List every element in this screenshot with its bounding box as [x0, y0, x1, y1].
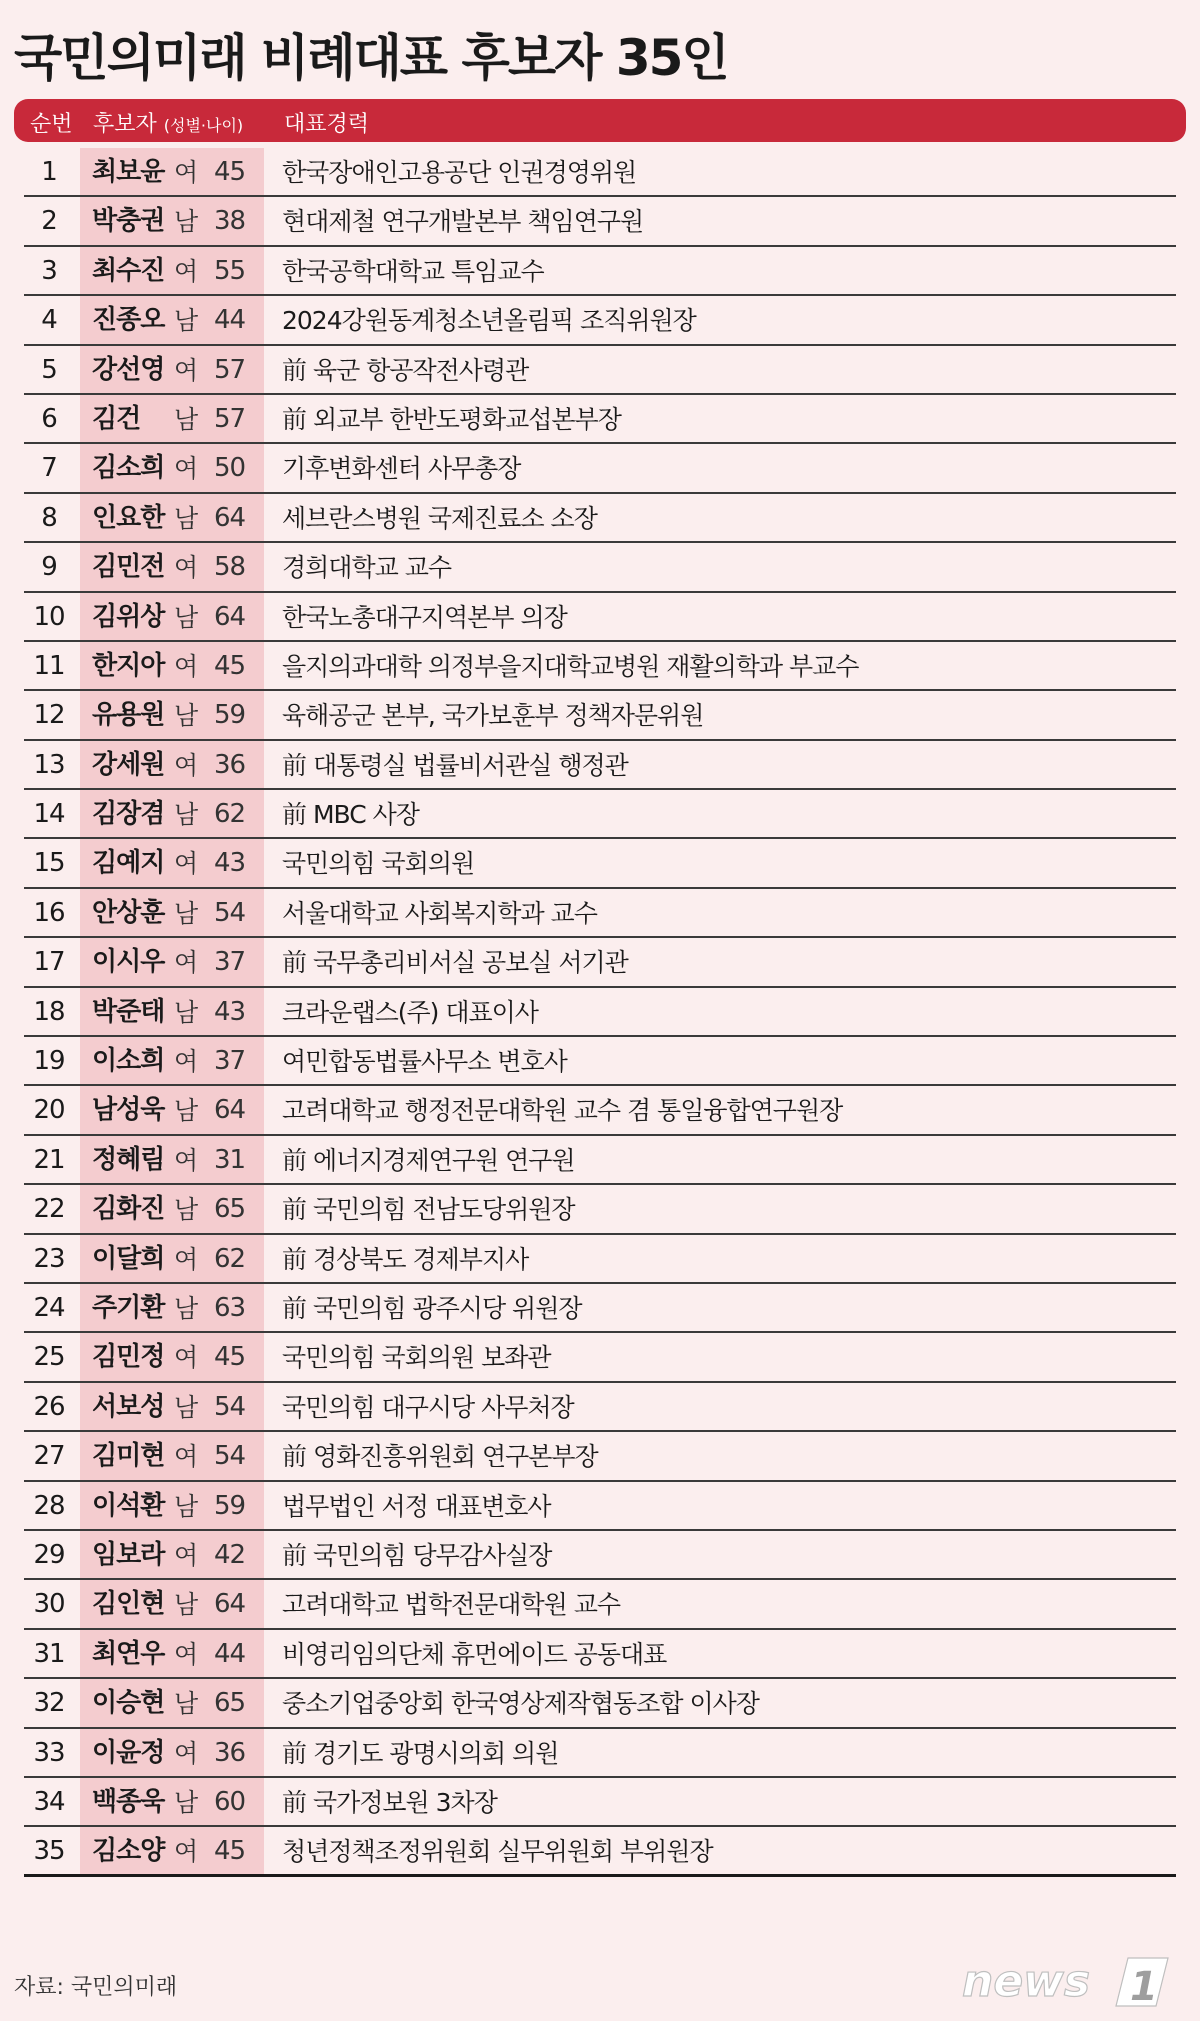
candidate-gender: 남	[174, 1293, 199, 1323]
candidate-age: 44	[214, 305, 246, 336]
candidate-name: 서보성	[92, 1391, 165, 1422]
candidate-name: 김소희	[92, 453, 165, 484]
table-row	[24, 1432, 1176, 1481]
candidate-career: 前 대통령실 법률비서관실 행정관	[282, 750, 628, 780]
candidate-number: 27	[33, 1441, 65, 1472]
candidate-gender: 여	[174, 849, 199, 879]
candidate-gender: 여	[174, 1540, 199, 1570]
candidate-name: 주기환	[92, 1292, 165, 1323]
table-row	[24, 1136, 1176, 1185]
candidate-career: 경희대학교 교수	[282, 553, 451, 583]
candidate-career: 세브란스병원 국제진료소 소장	[282, 503, 597, 533]
candidate-career: 前 국가정보원 3차장	[282, 1787, 497, 1817]
table-row	[24, 296, 1176, 345]
candidate-name: 박충권	[92, 206, 165, 237]
candidate-career: 청년정책조정위원회 실무위원회 부위원장	[282, 1837, 713, 1867]
table-row	[24, 1333, 1176, 1382]
candidate-number: 30	[33, 1589, 65, 1620]
header-name-sub: (성별·나이)	[163, 116, 244, 135]
candidate-career: 前 외교부 한반도평화교섭본부장	[282, 404, 621, 434]
candidate-gender: 남	[174, 207, 199, 237]
logo-digit: 1	[1130, 1964, 1158, 2010]
candidate-number: 16	[33, 897, 65, 928]
candidate-gender: 여	[174, 651, 199, 681]
candidate-gender: 여	[174, 1639, 199, 1669]
candidate-career: 서울대학교 사회복지학과 교수	[282, 898, 597, 928]
candidate-gender: 여	[174, 750, 199, 780]
table-row	[24, 1679, 1176, 1728]
table-row	[24, 1383, 1176, 1432]
table-row	[24, 1284, 1176, 1333]
candidate-name: 최연우	[92, 1638, 165, 1669]
candidate-name: 박준태	[92, 996, 165, 1027]
candidate-gender: 여	[174, 454, 199, 484]
candidate-gender: 여	[174, 355, 199, 385]
candidate-number: 5	[41, 354, 57, 385]
candidate-number: 31	[33, 1638, 65, 1669]
table-row	[24, 1037, 1176, 1086]
candidate-age: 62	[214, 799, 246, 830]
candidate-name: 김소양	[92, 1836, 165, 1867]
candidate-career: 한국공학대학교 특임교수	[282, 256, 544, 286]
candidate-career: 前 영화진흥위원회 연구본부장	[282, 1442, 598, 1472]
candidate-name: 인요한	[92, 502, 165, 533]
candidate-gender: 남	[174, 1491, 199, 1521]
candidate-career: 을지의과대학 의정부을지대학교병원 재활의학과 부교수	[282, 651, 859, 681]
candidate-number: 25	[33, 1342, 65, 1373]
table-row	[24, 494, 1176, 543]
candidate-age: 54	[214, 897, 246, 928]
candidate-gender: 남	[174, 1689, 199, 1719]
table-row	[24, 197, 1176, 246]
table-row	[24, 1482, 1176, 1531]
candidate-name: 이소희	[92, 1046, 165, 1077]
table-header	[14, 99, 1186, 142]
candidate-age: 65	[214, 1194, 246, 1225]
candidate-age: 54	[214, 1441, 246, 1472]
table-row	[24, 148, 1176, 197]
candidate-age: 36	[214, 749, 246, 780]
candidate-career: 前 경상북도 경제부지사	[282, 1244, 529, 1274]
candidate-age: 60	[214, 1786, 246, 1817]
candidate-number: 28	[33, 1490, 65, 1521]
candidate-name: 이윤정	[92, 1737, 165, 1768]
candidate-age: 43	[214, 848, 246, 879]
candidate-age: 43	[214, 996, 246, 1027]
candidate-gender: 남	[174, 404, 199, 434]
candidate-gender: 남	[174, 997, 199, 1027]
candidate-name: 정혜림	[92, 1144, 165, 1175]
table-row	[24, 889, 1176, 938]
candidate-career: 국민의힘 국회의원 보좌관	[282, 1343, 551, 1373]
candidate-name: 최수진	[92, 255, 165, 286]
table-row	[24, 1630, 1176, 1679]
candidate-name: 이승현	[92, 1688, 165, 1719]
candidate-gender: 남	[174, 701, 199, 731]
table-row	[24, 1827, 1176, 1876]
candidate-career: 고려대학교 법학전문대학원 교수	[282, 1590, 620, 1620]
candidate-age: 54	[214, 1391, 246, 1422]
table-row	[24, 1729, 1176, 1778]
table-row	[24, 1235, 1176, 1284]
candidate-career: 前 경기도 광명시의회 의원	[282, 1738, 559, 1768]
candidate-age: 64	[214, 502, 246, 533]
candidate-age: 45	[214, 1342, 246, 1373]
candidate-number: 20	[33, 1095, 65, 1126]
candidate-number: 8	[41, 502, 57, 533]
candidate-number: 2	[41, 206, 57, 237]
candidate-career: 법무법인 서정 대표변호사	[282, 1491, 551, 1521]
candidate-gender: 여	[174, 1145, 199, 1175]
table-row	[24, 543, 1176, 592]
candidate-name: 김인현	[92, 1589, 165, 1620]
candidate-number: 12	[33, 700, 65, 731]
candidate-name: 백종욱	[92, 1786, 165, 1817]
candidate-age: 36	[214, 1737, 246, 1768]
candidate-name: 한지아	[92, 650, 165, 681]
candidate-career: 한국노총대구지역본부 의장	[282, 602, 567, 632]
page-title: 국민의미래 비례대표 후보자 35인	[14, 29, 728, 87]
candidate-name: 김미현	[92, 1441, 165, 1472]
candidate-name: 안상훈	[92, 897, 165, 928]
candidate-age: 63	[214, 1292, 246, 1323]
candidate-age: 45	[214, 1836, 246, 1867]
header-name-label: 후보자	[93, 112, 157, 137]
candidate-name: 김민전	[92, 552, 165, 583]
table-row	[24, 1531, 1176, 1580]
candidate-number: 10	[33, 601, 65, 632]
candidate-number: 21	[33, 1144, 65, 1175]
table-row	[24, 1778, 1176, 1827]
candidate-gender: 남	[174, 1590, 199, 1620]
candidate-career: 고려대학교 행정전문대학원 교수 겸 통일융합연구원장	[282, 1096, 843, 1126]
candidate-gender: 남	[174, 1096, 199, 1126]
candidate-gender: 남	[174, 602, 199, 632]
candidate-age: 59	[214, 700, 246, 731]
candidate-number: 15	[33, 848, 65, 879]
candidate-career: 前 MBC 사장	[282, 800, 419, 830]
candidate-age: 65	[214, 1688, 246, 1719]
candidate-number: 4	[41, 305, 57, 336]
candidate-career: 前 국민의힘 광주시당 위원장	[282, 1293, 582, 1323]
source-note: 자료: 국민의미래	[14, 1975, 178, 2000]
candidate-career: 前 육군 항공작전사령관	[282, 355, 529, 385]
candidate-age: 44	[214, 1638, 246, 1669]
candidate-name: 유용원	[92, 700, 165, 731]
candidate-number: 17	[33, 947, 65, 978]
header-no: 순번	[30, 112, 73, 137]
candidate-career: 여민합동법률사무소 변호사	[282, 1047, 567, 1077]
candidate-number: 24	[33, 1292, 65, 1323]
candidate-number: 11	[33, 650, 65, 681]
candidate-number: 18	[33, 996, 65, 1027]
candidate-age: 38	[214, 206, 246, 237]
candidate-name: 김건	[92, 403, 141, 434]
table-row	[24, 691, 1176, 740]
candidate-gender: 여	[174, 1244, 199, 1274]
candidate-number: 33	[33, 1737, 65, 1768]
candidate-number: 19	[33, 1046, 65, 1077]
candidate-age: 31	[214, 1144, 246, 1175]
table-row	[24, 988, 1176, 1037]
candidate-career: 前 국민의힘 당무감사실장	[282, 1540, 552, 1570]
table-row	[24, 839, 1176, 888]
candidate-age: 37	[214, 947, 246, 978]
candidate-gender: 여	[174, 256, 199, 286]
candidate-gender: 여	[174, 1442, 199, 1472]
candidate-gender: 여	[174, 1738, 199, 1768]
candidate-career: 국민의힘 국회의원	[282, 849, 475, 879]
candidate-gender: 여	[174, 1837, 199, 1867]
table-row	[24, 741, 1176, 790]
candidate-gender: 남	[174, 503, 199, 533]
candidate-age: 45	[214, 650, 246, 681]
candidate-gender: 여	[174, 1343, 199, 1373]
candidate-name: 진종오	[92, 305, 165, 336]
candidate-number: 35	[33, 1836, 65, 1867]
candidate-gender: 남	[174, 1195, 199, 1225]
candidate-age: 57	[214, 354, 246, 385]
candidate-gender: 남	[174, 800, 199, 830]
candidate-name: 최보윤	[92, 157, 165, 187]
candidate-age: 64	[214, 601, 246, 632]
candidate-career: 현대제철 연구개발본부 책임연구원	[282, 207, 644, 237]
candidate-career: 기후변화센터 사무총장	[282, 454, 521, 484]
candidate-number: 29	[33, 1539, 65, 1570]
candidate-number: 7	[41, 453, 57, 484]
candidate-number: 6	[41, 403, 57, 434]
candidate-table	[24, 148, 1176, 1877]
candidate-name: 김화진	[92, 1194, 165, 1225]
candidate-number: 3	[41, 255, 57, 286]
candidate-age: 59	[214, 1490, 246, 1521]
candidate-career: 크라운랩스(주) 대표이사	[282, 997, 538, 1027]
candidate-career: 前 에너지경제연구원 연구원	[282, 1145, 575, 1175]
candidate-career: 前 국민의힘 전남도당위원장	[282, 1195, 575, 1225]
candidate-number: 22	[33, 1194, 65, 1225]
candidate-gender: 남	[174, 898, 199, 928]
candidate-career: 비영리임의단체 휴먼에이드 공동대표	[282, 1639, 667, 1669]
candidate-career: 육해공군 본부, 국가보훈부 정책자문위원	[282, 701, 704, 731]
candidate-name: 김민정	[92, 1342, 165, 1373]
candidate-number: 32	[33, 1688, 65, 1719]
candidate-age: 64	[214, 1589, 246, 1620]
candidate-number: 1	[41, 157, 57, 187]
news1-logo-icon	[960, 1950, 1180, 2012]
table-row	[24, 1580, 1176, 1629]
candidate-age: 57	[214, 403, 246, 434]
candidate-age: 37	[214, 1046, 246, 1077]
candidate-career: 중소기업중앙회 한국영상제작협동조합 이사장	[282, 1689, 759, 1719]
candidate-name: 남성욱	[92, 1095, 165, 1126]
candidate-number: 26	[33, 1391, 65, 1422]
candidate-gender: 남	[174, 1392, 199, 1422]
candidate-gender: 여	[174, 553, 199, 583]
table-row	[24, 346, 1176, 395]
candidate-age: 58	[214, 552, 246, 583]
candidate-age: 45	[214, 157, 246, 187]
table-row	[24, 642, 1176, 691]
candidate-name: 이달희	[92, 1243, 165, 1274]
candidate-number: 23	[33, 1243, 65, 1274]
header-name	[93, 107, 243, 138]
table-row	[24, 790, 1176, 839]
candidate-gender: 남	[174, 306, 199, 336]
table-row	[24, 938, 1176, 987]
candidate-gender: 남	[174, 1787, 199, 1817]
candidate-number: 34	[33, 1786, 65, 1817]
candidate-career: 2024강원동계청소년올림픽 조직위원장	[282, 306, 696, 336]
candidate-name: 이석환	[92, 1490, 165, 1521]
candidate-age: 62	[214, 1243, 246, 1274]
candidate-name: 강세원	[92, 749, 165, 780]
candidate-name: 김위상	[92, 601, 165, 632]
logo-text: news	[962, 1956, 1091, 2007]
candidate-number: 9	[41, 552, 57, 583]
candidate-career: 한국장애인고용공단 인권경영위원	[282, 158, 637, 187]
candidate-gender: 여	[174, 158, 199, 187]
table-row	[24, 593, 1176, 642]
table-row	[24, 444, 1176, 493]
candidate-gender: 여	[174, 1047, 199, 1077]
candidate-name: 이시우	[92, 947, 165, 978]
candidate-name: 강선영	[92, 354, 165, 385]
candidate-age: 55	[214, 255, 246, 286]
candidate-gender: 여	[174, 948, 199, 978]
header-career: 대표경력	[284, 112, 370, 137]
candidate-name: 김예지	[92, 848, 165, 879]
candidate-number: 13	[33, 749, 65, 780]
table-row	[24, 395, 1176, 444]
table-row	[24, 247, 1176, 296]
candidate-age: 64	[214, 1095, 246, 1126]
candidate-name: 김장겸	[92, 799, 165, 830]
candidate-number: 14	[33, 799, 65, 830]
table-row	[24, 1086, 1176, 1135]
candidate-name: 임보라	[92, 1539, 165, 1570]
candidate-career: 국민의힘 대구시당 사무처장	[282, 1392, 574, 1422]
table-row	[24, 1185, 1176, 1234]
candidate-career: 前 국무총리비서실 공보실 서기관	[282, 948, 628, 978]
candidate-age: 42	[214, 1539, 246, 1570]
candidate-age: 50	[214, 453, 246, 484]
